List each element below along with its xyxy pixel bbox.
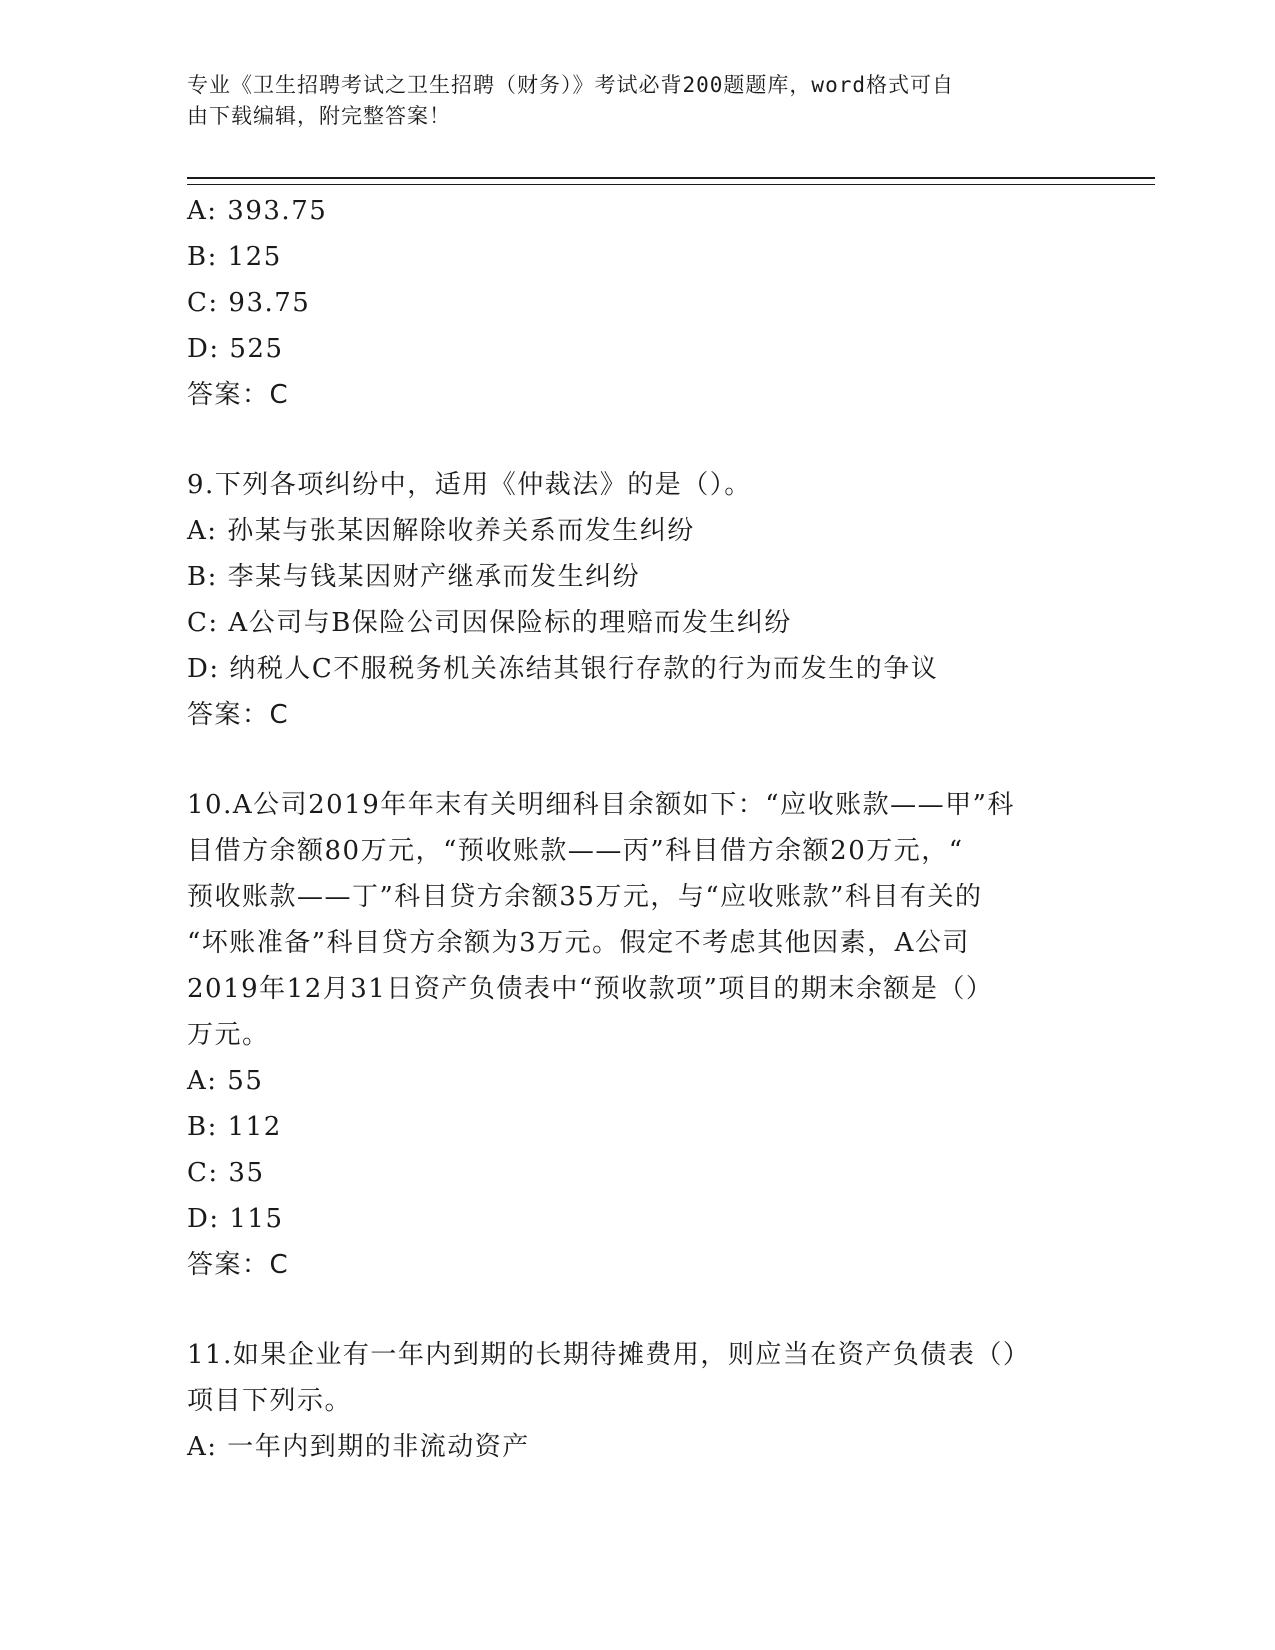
option-a: A: 55 (187, 1066, 264, 1096)
option-b: B: 125 (187, 242, 282, 272)
option-a: A: 孙某与张某因解除收养关系而发生纠纷 (187, 516, 695, 546)
document-header (187, 70, 1067, 132)
option-c: C: A公司与B保险公司因保险标的理赔而发生纠纷 (187, 608, 792, 638)
header-line-1: 专业《卫生招聘考试之卫生招聘（财务）》考试必背200题题库，word格式可自 (187, 73, 954, 97)
option-c: C: 35 (187, 1158, 265, 1188)
option-d: D: 115 (187, 1204, 284, 1234)
question-text-line-1: 11.如果企业有一年内到期的长期待摊费用，则应当在资产负债表（） (187, 1340, 1031, 1370)
question-text-line-5: 2019年12月31日资产负债表中“预收款项”项目的期末余额是（） (187, 974, 994, 1004)
question-9 (187, 462, 1087, 738)
question-text: 9.下列各项纠纷中，适用《仲裁法》的是（）。 (187, 470, 752, 500)
question-text-line-2: 项目下列示。 (187, 1386, 353, 1416)
answer-line: 答案：C (187, 380, 290, 410)
question-text-line-2: 目借方余额80万元，“预收账款——丙”科目借方余额20万元，“ (187, 836, 964, 866)
option-d: D: 525 (187, 334, 284, 364)
question-text-line-6: 万元。 (187, 1020, 270, 1050)
header-line-2: 由下载编辑，附完整答案！ (187, 104, 451, 128)
answer-line: 答案：C (187, 1250, 290, 1280)
document-body (187, 188, 1087, 1470)
spacer (187, 418, 1087, 462)
question-text-line-3: 预收账款——丁”科目贷方余额35万元，与“应收账款”科目有关的 (187, 882, 983, 912)
question-11 (187, 1332, 1087, 1470)
option-a: A: 393.75 (187, 196, 328, 226)
option-b: B: 李某与钱某因财产继承而发生纠纷 (187, 562, 641, 592)
question-text-line-1: 10.A公司2019年年末有关明细科目余额如下：“应收账款——甲”科 (187, 790, 1015, 820)
option-c: C: 93.75 (187, 288, 311, 318)
spacer (187, 738, 1087, 782)
question-10 (187, 782, 1087, 1288)
option-b: B: 112 (187, 1112, 282, 1142)
question-8-continued (187, 188, 1087, 418)
header-divider (187, 177, 1155, 185)
option-a: A: 一年内到期的非流动资产 (187, 1432, 530, 1462)
question-text-line-4: “坏账准备”科目贷方余额为3万元。假定不考虑其他因素，A公司 (187, 928, 970, 958)
option-d: D: 纳税人C不服税务机关冻结其银行存款的行为而发生的争议 (187, 654, 939, 684)
spacer (187, 1288, 1087, 1332)
answer-line: 答案：C (187, 700, 290, 730)
